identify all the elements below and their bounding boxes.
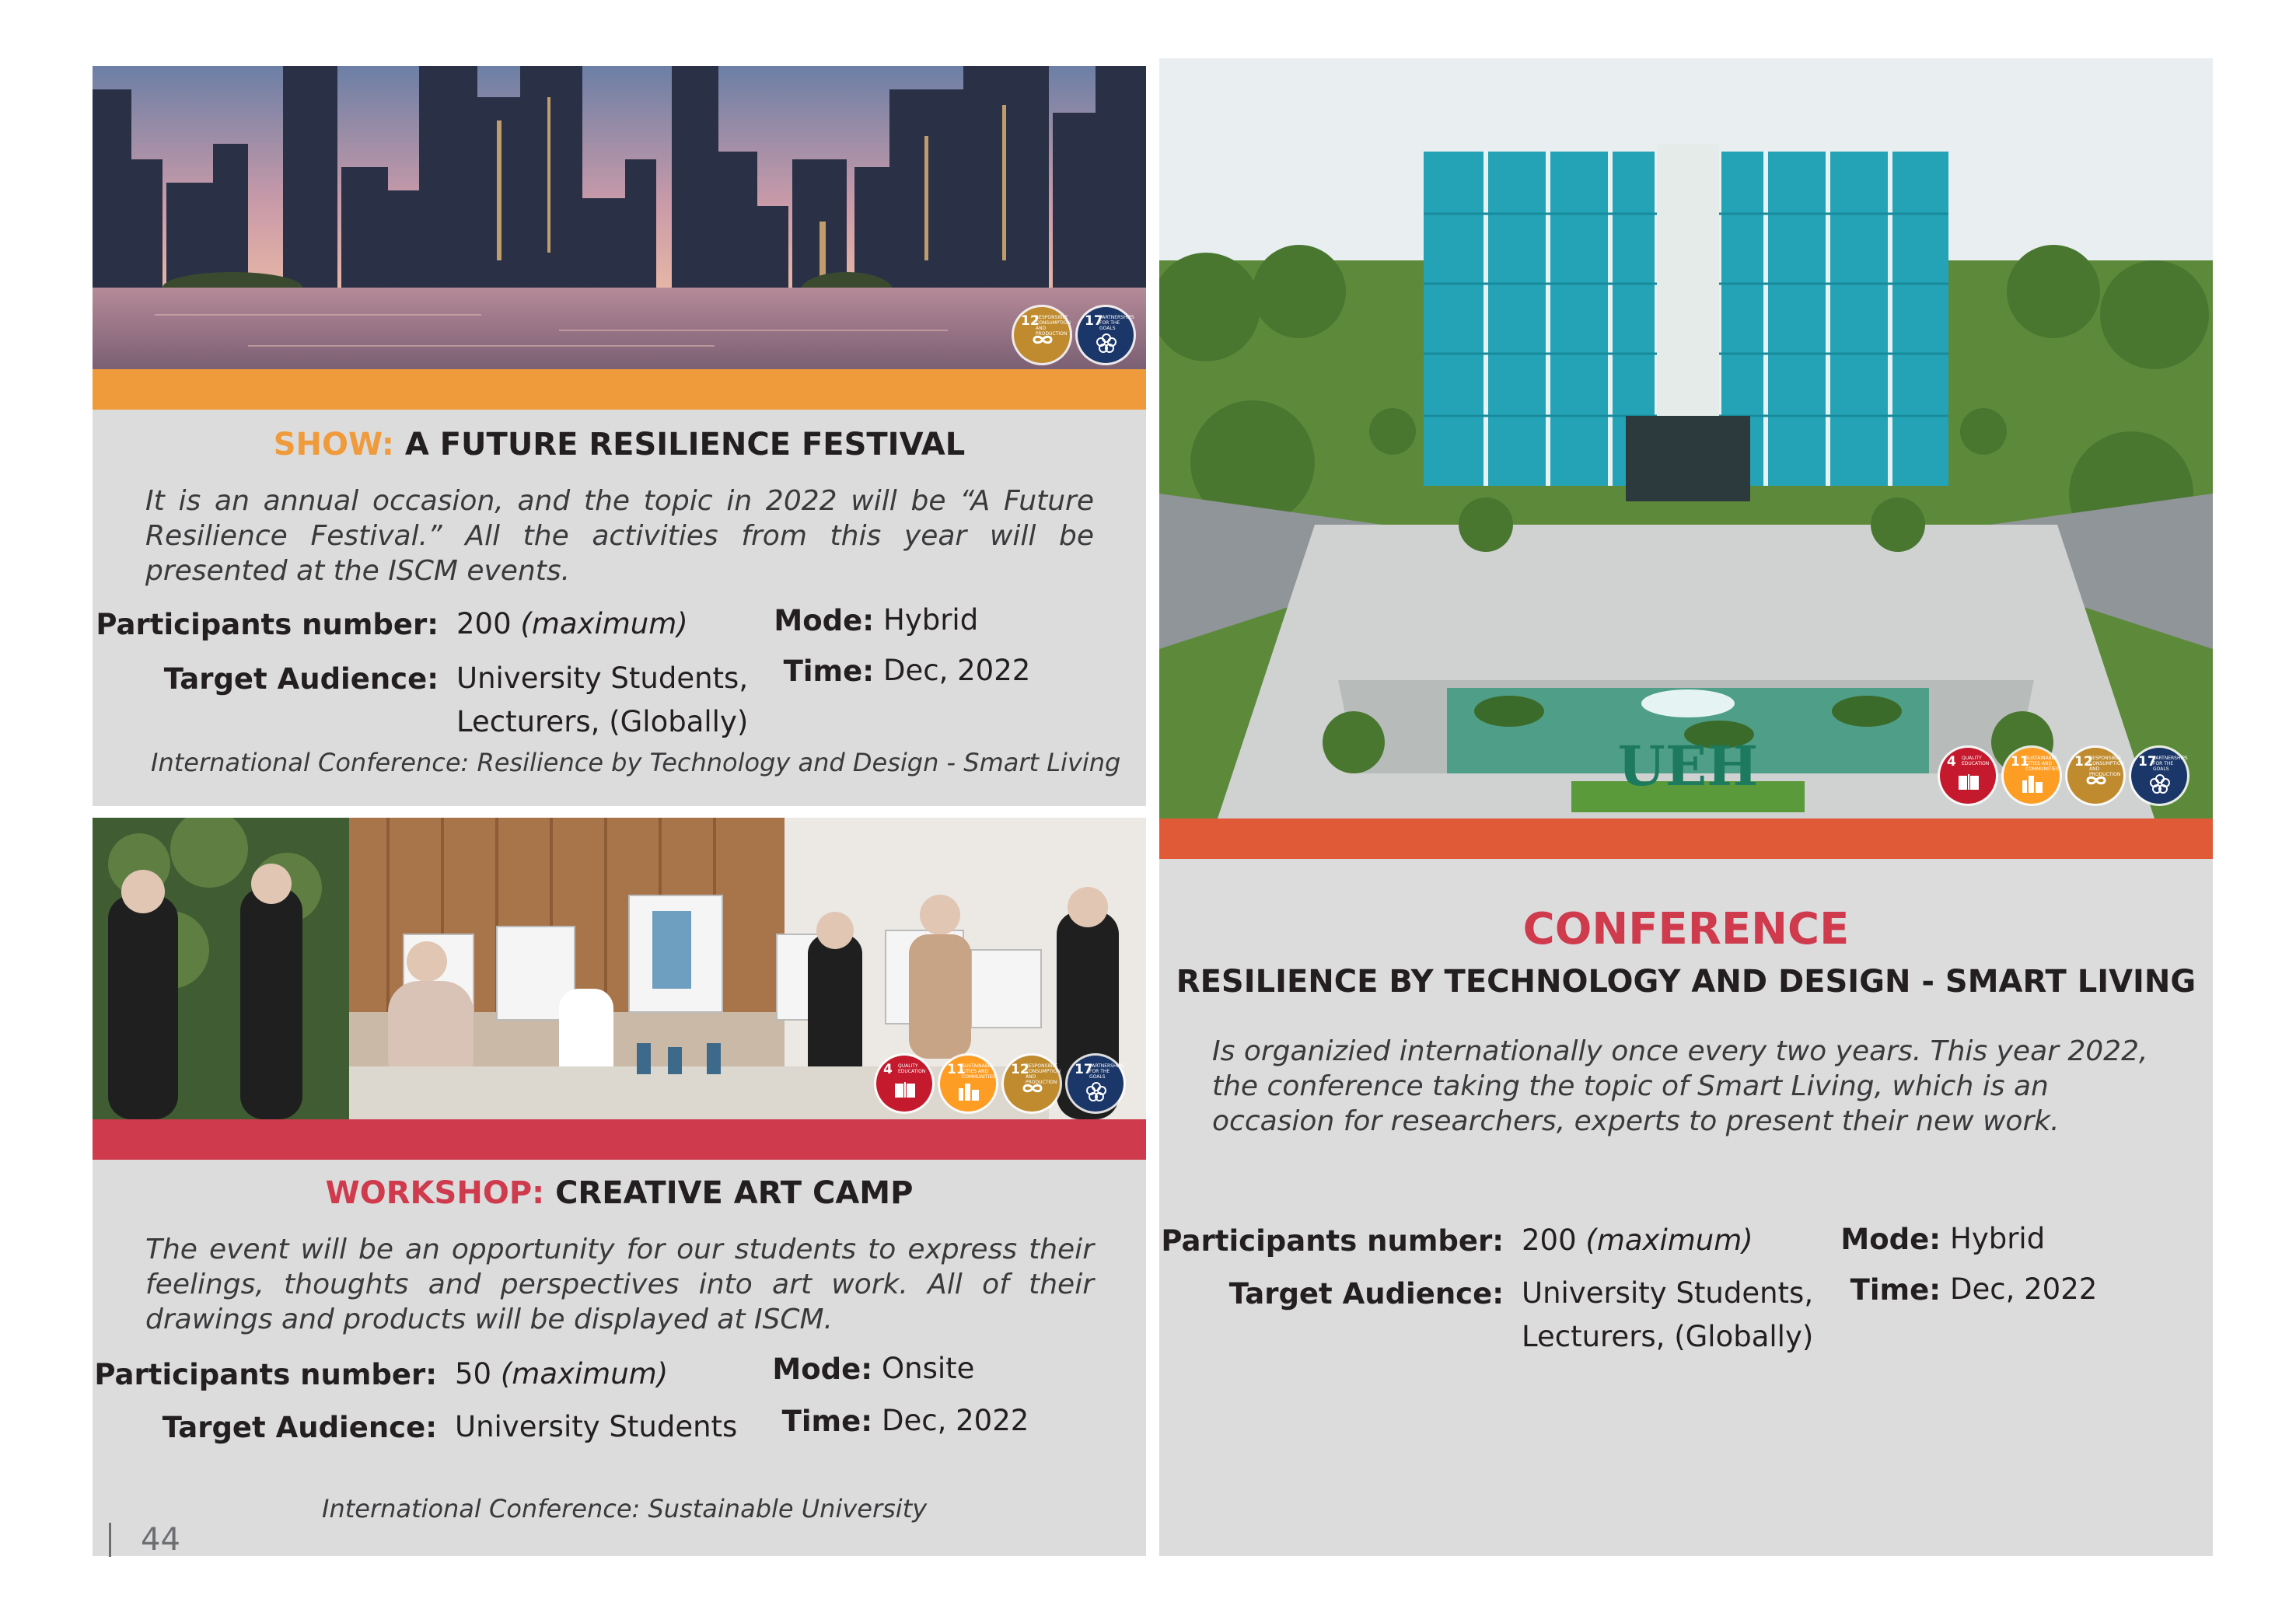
- workshop-kicker: WORKSHOP:: [325, 1175, 545, 1211]
- sdg-caption: SUSTAINABLE CITIES AND COMMUNITIES: [2025, 756, 2059, 772]
- sdg-17-badge: [1068, 1056, 1124, 1112]
- sdg-caption: PARTNERSHIPS FOR THE GOALS: [2153, 756, 2188, 772]
- sdg-number: 17: [1075, 1062, 1093, 1077]
- sdg-caption: RESPONSIBLE CONSUMPTION AND PRODUCTION: [2089, 756, 2125, 777]
- sdg-number: 4: [883, 1062, 893, 1077]
- page-divider: [109, 1523, 111, 1557]
- workshop-participants-label: Participants number:: [94, 1358, 437, 1391]
- sdg-11-badge: [940, 1056, 996, 1112]
- sdg-number: 4: [1947, 754, 1956, 770]
- workshop-red-band: [93, 1119, 1146, 1160]
- workshop-footer: International Conference: Sustainable University: [322, 1494, 928, 1524]
- sdg-caption: RESPONSIBLE CONSUMPTION AND PRODUCTION: [1026, 1063, 1061, 1085]
- workshop-panel: [93, 1160, 1146, 1556]
- conference-time-label: Time:: [1850, 1273, 1941, 1307]
- page-number-text: 44: [141, 1522, 180, 1558]
- workshop-mode-label: Mode:: [772, 1352, 872, 1386]
- show-orange-band: [93, 369, 1146, 410]
- show-title: [93, 427, 1146, 462]
- show-mode-label: Mode:: [774, 604, 874, 637]
- conference-time-value: Dec, 2022: [1950, 1272, 2098, 1306]
- sdg-caption: RESPONSIBLE CONSUMPTION AND PRODUCTION: [1036, 315, 1071, 337]
- show-panel: [93, 410, 1146, 806]
- show-mode-value: Hybrid: [883, 603, 979, 637]
- conference-mode-value: Hybrid: [1950, 1222, 2046, 1255]
- ueh-campus-photo: [1159, 58, 2213, 818]
- workshop-participants-value: 50 (maximum): [455, 1357, 669, 1391]
- sdg-caption: PARTNERSHIPS FOR THE GOALS: [1089, 1063, 1124, 1080]
- sdg-12-badge: [1004, 1056, 1060, 1112]
- workshop-sdg-icons: [876, 1056, 1124, 1112]
- sdg-number: 12: [2074, 754, 2093, 770]
- conference-coral-band: [1159, 818, 2213, 859]
- sdg-12-badge: [1014, 307, 1070, 363]
- show-audience-label: Target Audience:: [163, 662, 439, 696]
- show-title-text: A FUTURE RESILIENCE FESTIVAL: [404, 427, 966, 462]
- show-sdg-icons: [1014, 307, 1134, 363]
- ueh-sign: UEH: [1617, 734, 1759, 798]
- sdg-caption: QUALITY EDUCATION: [898, 1063, 926, 1074]
- conference-audience-value: University Students, Lecturers, (Globally): [1522, 1276, 1814, 1353]
- sdg-number: 11: [947, 1062, 966, 1077]
- sdg-caption: PARTNERSHIPS FOR THE GOALS: [1099, 315, 1134, 331]
- workshop-mode-value: Onsite: [882, 1352, 975, 1385]
- sdg-number: 12: [1011, 1062, 1029, 1077]
- show-audience-value: University Students, Lecturers, (Globally): [456, 661, 749, 738]
- sdg-caption: QUALITY EDUCATION: [1962, 756, 1990, 766]
- conference-subtitle: RESILIENCE BY TECHNOLOGY AND DESIGN - SMART LIVING: [1176, 964, 2196, 1000]
- city-skyline-photo: [93, 66, 1146, 369]
- workshop-time-label: Time:: [781, 1405, 872, 1438]
- sdg-number: 17: [1085, 313, 1103, 329]
- workshop-title-text: CREATIVE ART CAMP: [555, 1175, 914, 1211]
- sdg-number: 12: [1021, 313, 1040, 329]
- sdg-12-badge: [2067, 748, 2123, 804]
- conference-participants-label: Participants number:: [1161, 1224, 1504, 1258]
- show-participants-label: Participants number:: [96, 608, 439, 641]
- conference-participants-value: 200 (maximum): [1522, 1223, 1753, 1257]
- page-number: [109, 1522, 180, 1558]
- workshop-audience-label: Target Audience:: [162, 1411, 437, 1444]
- sdg-11-badge: [2004, 748, 2060, 804]
- sdg-number: 11: [2011, 754, 2029, 770]
- sdg-17-badge: [2131, 748, 2187, 804]
- conference-mode-label: Mode:: [1840, 1223, 1941, 1256]
- conference-audience-label: Target Audience:: [1228, 1277, 1504, 1311]
- workshop-audience-value: University Students: [455, 1410, 738, 1443]
- workshop-time-value: Dec, 2022: [882, 1404, 1029, 1437]
- sdg-caption: SUSTAINABLE CITIES AND COMMUNITIES: [962, 1063, 995, 1080]
- show-time-label: Time:: [783, 654, 874, 688]
- workshop-title: [93, 1175, 1146, 1211]
- conference-title: CONFERENCE: [1522, 904, 1850, 955]
- show-kicker: SHOW:: [273, 427, 394, 462]
- show-description: It is an annual occasion, and the topic in 2022 will be “A Future Resilience Festival.” All the activities from this year will be presented at the ISCM events.: [145, 485, 1094, 587]
- sdg-number: 17: [2138, 754, 2157, 770]
- conference-description: Is organizied internationally once every two years. This year 2022, the conference taking the topic of Smart Living, which is an occasion for researchers, experts to present their new work.: [1212, 1035, 2148, 1137]
- sdg-4-badge: [876, 1056, 932, 1112]
- conference-panel: [1159, 859, 2213, 1556]
- sdg-4-badge: [1940, 748, 1996, 804]
- show-footer: International Conference: Resilience by Technology and Design - Smart Living: [151, 748, 1121, 777]
- show-time-value: Dec, 2022: [883, 654, 1031, 687]
- workshop-description: The event will be an opportunity for our students to express their feelings, thoughts and perspectives into art work. All of their drawings and products will be displayed at ISCM.: [145, 1234, 1094, 1335]
- conference-sdg-icons: [1940, 748, 2187, 804]
- show-participants-value: 200 (maximum): [456, 607, 688, 640]
- sdg-17-badge: [1078, 307, 1134, 363]
